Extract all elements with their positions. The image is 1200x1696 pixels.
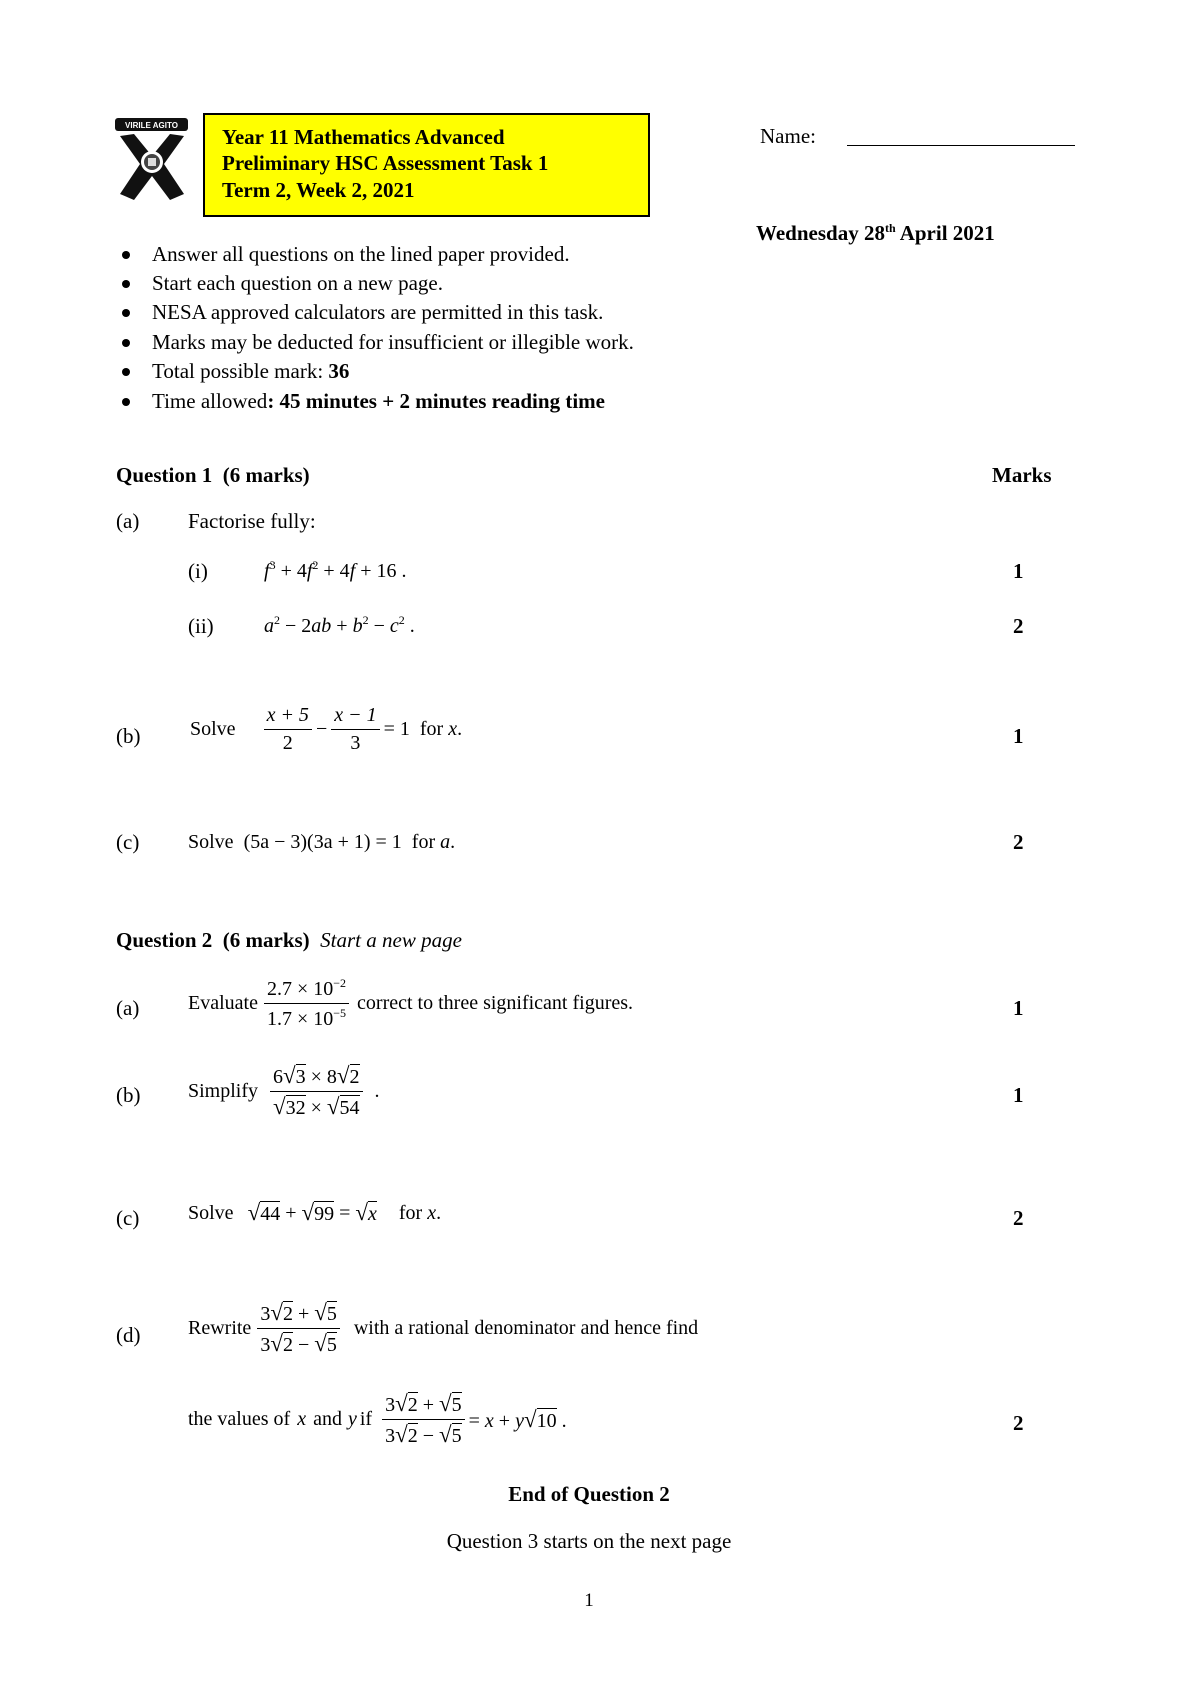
date-suffix: th [884, 221, 896, 235]
q2d-label: (d) [116, 1323, 141, 1347]
bullet-icon [122, 398, 130, 406]
q1a-label: (a) [116, 509, 140, 533]
q1b-fraction-2: $\frac{x - 1}{3}$ [331, 704, 379, 755]
q1b-text: Solve [190, 718, 236, 740]
q1ai-label: (i) [188, 559, 208, 583]
q1c-mark: 2 [1013, 830, 1024, 854]
q2a-label: (a) [116, 996, 140, 1020]
q1b-fraction-1: $\frac{x + 5}{2}$ [264, 704, 312, 755]
q2b-label: (b) [116, 1083, 141, 1107]
q1b-mark: 1 [1013, 724, 1024, 748]
question-2-heading: Question 2 (6 marks) Start a new page [116, 928, 462, 952]
title-line-1: Year 11 Mathematics Advanced [222, 125, 505, 149]
marks-heading: Marks [992, 463, 1052, 487]
school-crest-logo [112, 116, 191, 207]
q1ai-mark: 1 [1013, 559, 1024, 583]
title-line-2: Preliminary HSC Assessment Task 1 [222, 151, 549, 175]
q1c-equation: Solve (5a − 3)(3a + 1) = 1 for a. [188, 831, 456, 853]
q2a-fraction: $\frac{2.7 \times 10^{-2}}{1.7 \times 10^{-5}}$ [264, 976, 349, 1031]
q1b-equation: Solve $\frac{x + 5}{2}$ − $\frac{x - 1}{3}$ = 1 for x . [190, 704, 463, 754]
q2c-mark: 2 [1013, 1206, 1024, 1230]
bullet-icon [122, 280, 130, 288]
q2d-mark: 2 [1013, 1411, 1024, 1435]
q1aii-mark: 2 [1013, 614, 1024, 638]
q2d-fraction: $\frac{3√2 + √5}{3√2 - √5}$ [257, 1300, 340, 1357]
q1c-label: (c) [116, 830, 140, 854]
q2c-label: (c) [116, 1206, 140, 1230]
bullet-icon [122, 251, 130, 259]
page-number: 1 [584, 1590, 594, 1611]
q2a-mark: 1 [1013, 996, 1024, 1020]
q2d-fraction-2: $\frac{3√2 + √5}{3√2 - √5}$ [382, 1391, 465, 1448]
name-label: Name: [760, 124, 816, 148]
bullet-icon [122, 339, 130, 347]
question-1-heading: Question 1 (6 marks) [116, 463, 310, 487]
q2d-equation: Rewrite $\frac{3√2 + √5}{3√2 - √5}$ with a rational denominator and hence find [188, 1300, 699, 1356]
bullet-icon [122, 368, 130, 376]
q2c-equation: Solve √44 + √99 = √x for x . [188, 1200, 442, 1225]
q2d-equation-line2: the values of x and y if $\frac{3√2 + √5}{3√2 - √5}$ = x + y√10 . [188, 1391, 567, 1447]
q1ai-expression: $f^3 + 4f^2 + 4f + 16$ . [264, 558, 407, 582]
q1b-label: (b) [116, 724, 141, 748]
svg-text:VIRILE AGITO: VIRILE AGITO [125, 121, 178, 130]
q2b-equation: Simplify $\frac{6√3 \times 8√2}{√32 \times √54}$ . [188, 1063, 380, 1119]
name-line [847, 145, 1075, 146]
end-of-question: End of Question 2 [508, 1482, 670, 1506]
bullet-icon [122, 309, 130, 317]
q2b-fraction: $\frac{6√3 \times 8√2}{√32 \times √54}$ [270, 1063, 363, 1120]
heading-note: Start a new page [320, 928, 462, 952]
date-month-year: April 2021 [895, 221, 995, 245]
q1aii-expression: $a^2 - 2ab + b^2 - c^2$ . [264, 613, 415, 637]
q1a-text: Factorise fully: [188, 509, 316, 533]
title-box [203, 113, 650, 217]
exam-date [756, 222, 995, 244]
date-day: Wednesday 28 [756, 221, 885, 245]
next-page-note: Question 3 starts on the next page [446, 1529, 732, 1553]
q2b-mark: 1 [1013, 1083, 1024, 1107]
q1aii-label: (ii) [188, 614, 214, 638]
title-line-3: Term 2, Week 2, 2021 [222, 178, 415, 202]
q2a-equation: Evaluate $\frac{2.7 \times 10^{-2}}{1.7 \times 10^{-5}}$ correct to three significant figures. [188, 976, 634, 1030]
